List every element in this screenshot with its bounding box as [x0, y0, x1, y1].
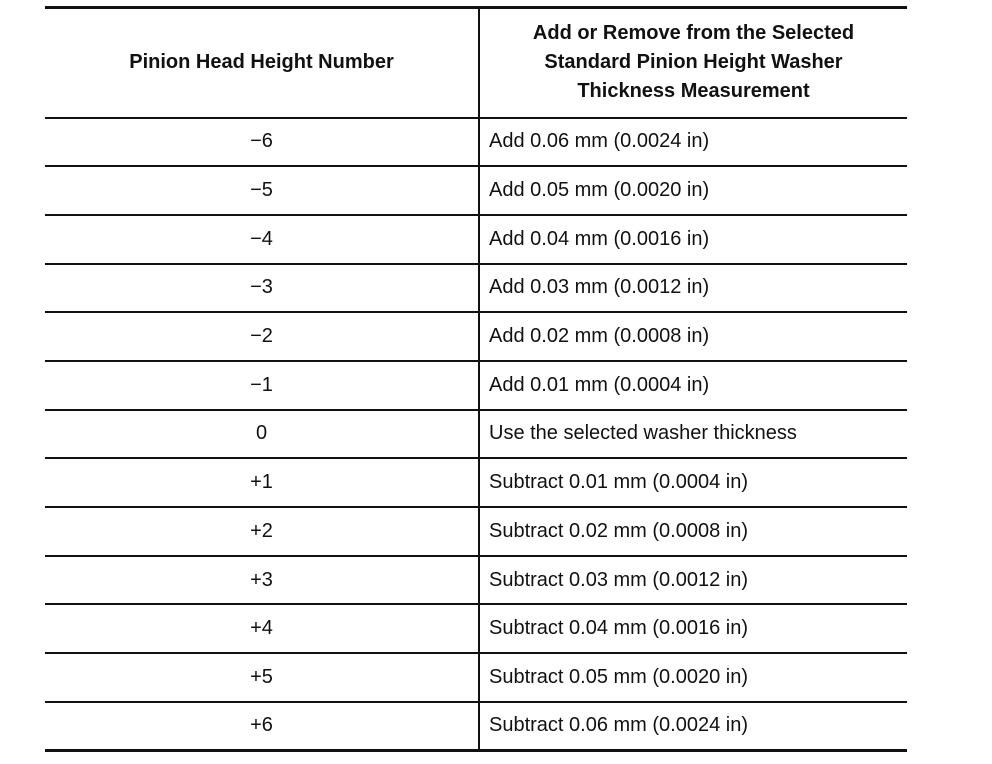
adjustment-cell: Add 0.01 mm (0.0004 in)	[479, 361, 907, 410]
adjustment-cell: Subtract 0.02 mm (0.0008 in)	[479, 507, 907, 556]
adjustment-cell: Use the selected washer thickness	[479, 410, 907, 459]
pinion-number-cell: +6	[45, 702, 479, 751]
table-header	[45, 8, 907, 118]
header-washer-adjustment-line: Standard Pinion Height Washer	[544, 51, 843, 74]
table-row	[45, 507, 907, 556]
pinion-number-cell: −1	[45, 361, 479, 410]
table-row	[45, 264, 907, 313]
pinion-number-cell: 0	[45, 410, 479, 459]
pinion-number-cell: −2	[45, 312, 479, 361]
header-row	[45, 8, 907, 118]
pinion-number-cell: +5	[45, 653, 479, 702]
table-row	[45, 458, 907, 507]
table-row	[45, 604, 907, 653]
table-row	[45, 653, 907, 702]
pinion-number-cell: +4	[45, 604, 479, 653]
pinion-number-cell: +3	[45, 556, 479, 605]
washer-adjustment-table	[45, 6, 907, 752]
table-row	[45, 166, 907, 215]
pinion-number-cell: −3	[45, 264, 479, 313]
adjustment-cell: Subtract 0.04 mm (0.0016 in)	[479, 604, 907, 653]
pinion-number-cell: +2	[45, 507, 479, 556]
table-row	[45, 312, 907, 361]
table-row	[45, 556, 907, 605]
pinion-number-cell: −6	[45, 118, 479, 167]
pinion-number-cell: +1	[45, 458, 479, 507]
adjustment-cell: Add 0.05 mm (0.0020 in)	[479, 166, 907, 215]
adjustment-cell: Subtract 0.05 mm (0.0020 in)	[479, 653, 907, 702]
header-washer-adjustment	[479, 8, 907, 118]
adjustment-cell: Subtract 0.06 mm (0.0024 in)	[479, 702, 907, 751]
pinion-number-cell: −4	[45, 215, 479, 264]
adjustment-cell: Add 0.04 mm (0.0016 in)	[479, 215, 907, 264]
header-pinion-head-height-number: Pinion Head Height Number	[45, 8, 479, 118]
table-row	[45, 702, 907, 751]
header-washer-adjustment-line: Thickness Measurement	[577, 80, 810, 103]
table-body	[45, 118, 907, 751]
adjustment-cell: Add 0.03 mm (0.0012 in)	[479, 264, 907, 313]
header-washer-adjustment-line: Add or Remove from the Selected	[532, 22, 855, 45]
adjustment-cell: Add 0.06 mm (0.0024 in)	[479, 118, 907, 167]
adjustment-cell: Add 0.02 mm (0.0008 in)	[479, 312, 907, 361]
table-row	[45, 361, 907, 410]
pinion-number-cell: −5	[45, 166, 479, 215]
table-row	[45, 118, 907, 167]
washer-adjustment-table-container	[45, 6, 907, 752]
adjustment-cell: Subtract 0.03 mm (0.0012 in)	[479, 556, 907, 605]
table-row	[45, 410, 907, 459]
adjustment-cell: Subtract 0.01 mm (0.0004 in)	[479, 458, 907, 507]
table-row	[45, 215, 907, 264]
